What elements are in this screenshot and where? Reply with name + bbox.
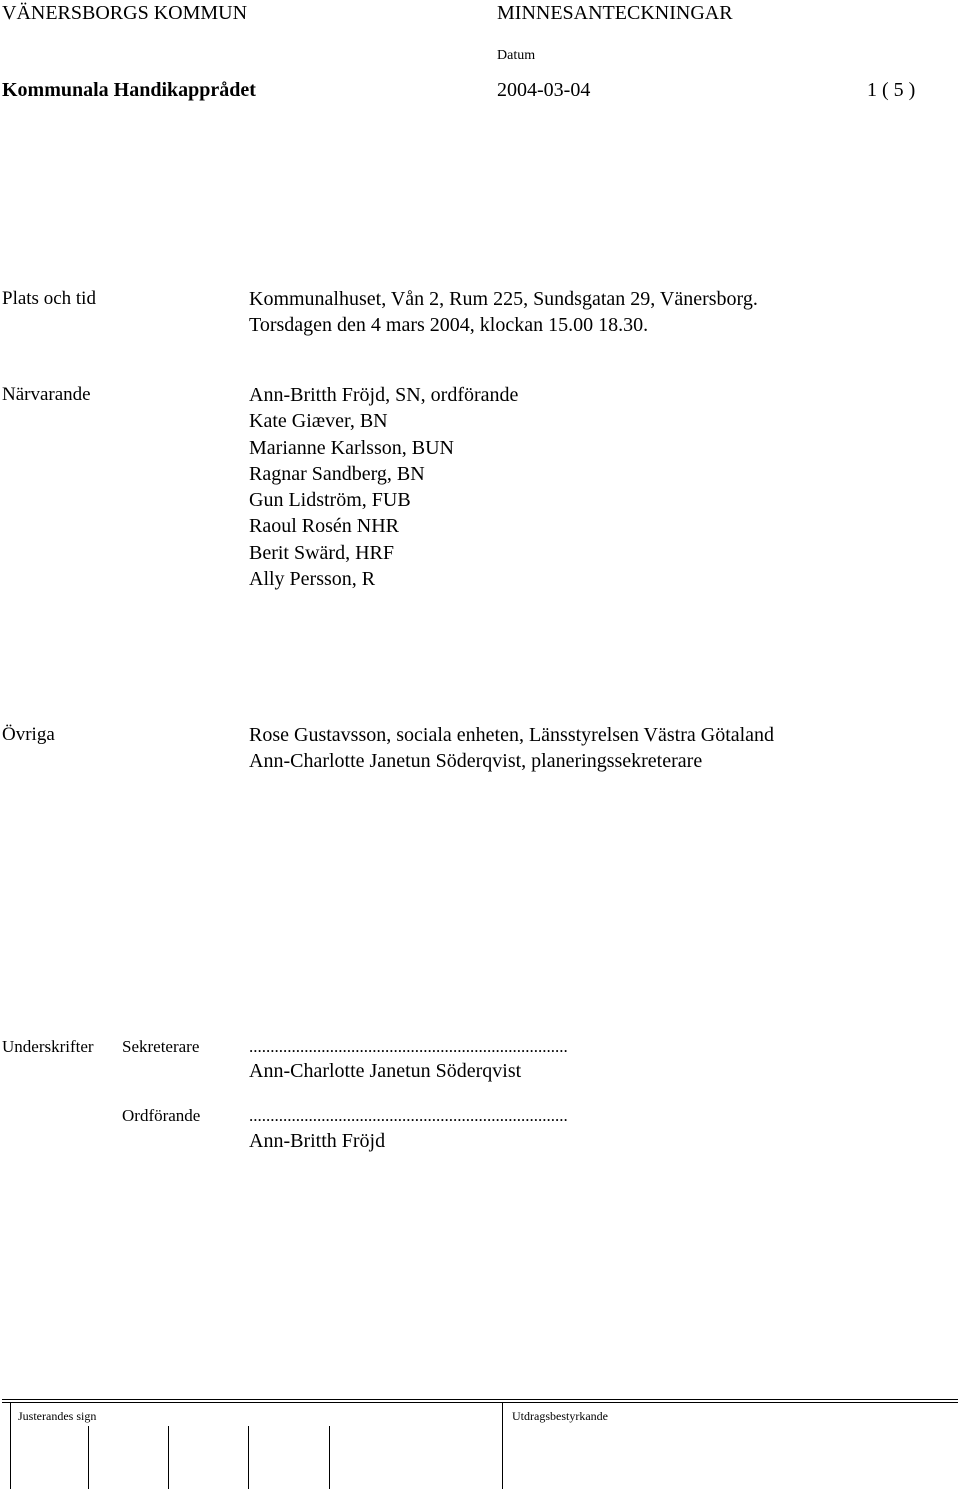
present-name: Ragnar Sandberg, BN bbox=[249, 462, 425, 485]
meeting-date: 2004-03-04 bbox=[497, 79, 591, 101]
footer-divider bbox=[10, 1403, 11, 1489]
sign-box-divider bbox=[88, 1426, 89, 1489]
utdragsbestyrkande-label: Utdragsbestyrkande bbox=[512, 1409, 608, 1423]
time-line: Torsdagen den 4 mars 2004, klockan 15.00 18.30. bbox=[249, 314, 649, 337]
chair-signature-line: ........................................................................... bbox=[249, 1106, 568, 1125]
present-label: Närvarande bbox=[2, 384, 91, 405]
secretary-role: Sekreterare bbox=[122, 1037, 200, 1056]
present-name: Gun Lidström, FUB bbox=[249, 489, 411, 512]
others-label: Övriga bbox=[2, 724, 55, 745]
place-time-lines bbox=[249, 286, 758, 339]
org-name: VÄNERSBORGS KOMMUN bbox=[2, 2, 248, 24]
chair-role: Ordförande bbox=[122, 1106, 201, 1125]
sign-box-divider bbox=[248, 1426, 249, 1489]
footer-top-rule bbox=[2, 1399, 958, 1400]
sign-box-divider bbox=[329, 1426, 330, 1489]
place-line: Kommunalhuset, Vån 2, Rum 225, Sundsgatan 29, Vänersborg. bbox=[249, 288, 758, 310]
others-list bbox=[249, 722, 774, 775]
date-label: Datum bbox=[497, 48, 536, 63]
justerandes-sign-label: Justerandes sign bbox=[18, 1409, 97, 1423]
others-name: Rose Gustavsson, sociala enheten, Länsstyrelsen Västra Götaland bbox=[249, 724, 775, 746]
sign-box-divider bbox=[168, 1426, 169, 1489]
committee-name: Kommunala Handikapprådet bbox=[2, 79, 256, 101]
secretary-name: Ann-Charlotte Janetun Söderqvist bbox=[249, 1060, 522, 1082]
document-type: MINNESANTECKNINGAR bbox=[497, 2, 733, 24]
present-name: Raoul Rosén NHR bbox=[249, 515, 399, 538]
place-time-label: Plats och tid bbox=[2, 288, 96, 309]
others-name: Ann-Charlotte Janetun Söderqvist, planeringssekreterare bbox=[249, 750, 703, 773]
chair-name: Ann-Britth Fröjd bbox=[249, 1130, 386, 1152]
secretary-signature-line: ........................................................................... bbox=[249, 1037, 568, 1056]
footer-top-rule-2 bbox=[2, 1402, 958, 1403]
signatures-label: Underskrifter bbox=[2, 1037, 94, 1056]
present-name: Ann-Britth Fröjd, SN, ordförande bbox=[249, 384, 519, 406]
footer-divider bbox=[502, 1403, 503, 1489]
present-name: Kate Giæver, BN bbox=[249, 410, 388, 433]
present-list bbox=[249, 382, 518, 592]
present-name: Ally Persson, R bbox=[249, 568, 376, 591]
page-number: 1 ( 5 ) bbox=[867, 79, 916, 101]
present-name: Marianne Karlsson, BUN bbox=[249, 436, 454, 459]
present-name: Berit Swärd, HRF bbox=[249, 541, 394, 564]
